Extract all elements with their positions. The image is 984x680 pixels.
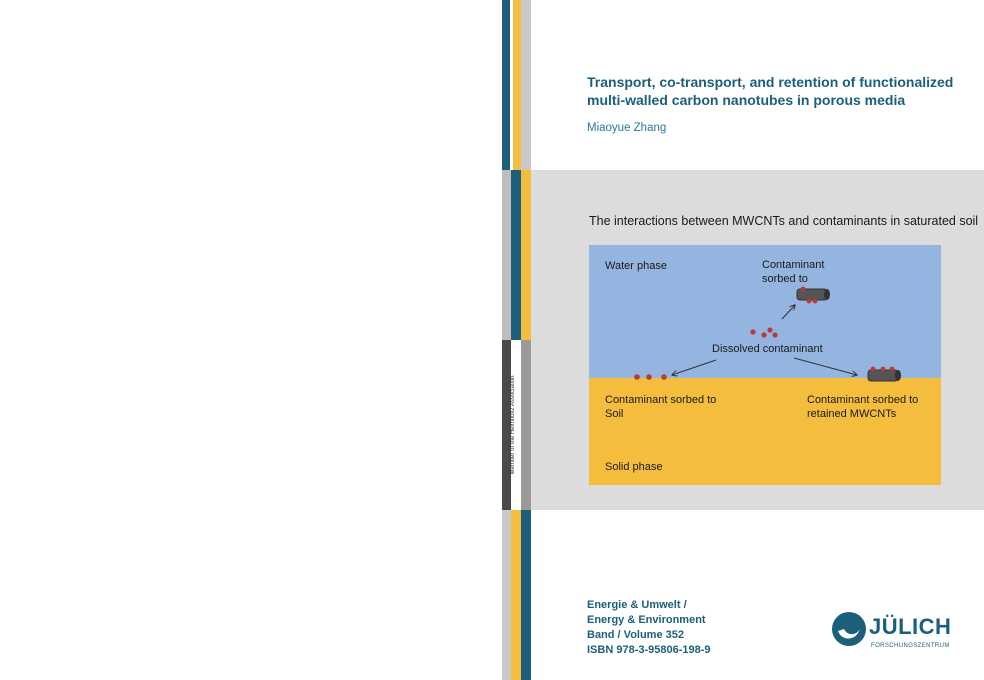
julich-logo-icon xyxy=(831,611,867,647)
spine-stripe xyxy=(521,340,531,510)
dissolved-label: Dissolved contaminant xyxy=(712,343,823,355)
series-volume: Band / Volume 352 xyxy=(587,629,684,641)
water-phase-label: Water phase xyxy=(605,260,667,272)
spine-stripe xyxy=(511,170,521,340)
spine-stripe xyxy=(502,510,511,680)
arrow-to-soil xyxy=(672,360,716,375)
soil-sorbed-line-1: Contaminant sorbed to xyxy=(605,394,717,406)
isbn: ISBN 978-3-95806-198-9 xyxy=(587,644,711,656)
series-line-2: Energy & Environment xyxy=(587,614,706,626)
floating-nanotube-icon xyxy=(797,287,830,304)
mwcnt-sorbed-line-2: retained MWCNTs xyxy=(807,408,897,420)
mwcnt-sorbed-line-1: Contaminant sorbed to xyxy=(807,394,919,406)
author-name: Miaoyue Zhang xyxy=(587,122,667,134)
interaction-figure xyxy=(589,245,941,485)
contaminant-dot xyxy=(807,299,812,304)
contaminant-dot xyxy=(813,299,818,304)
spine-stripe xyxy=(502,0,510,170)
cover-title xyxy=(587,73,967,109)
arrow-to-nanotube xyxy=(782,305,795,319)
soil-sorbed-dots xyxy=(634,374,667,380)
helmholtz-member-text: Member of the Helmholtz Association xyxy=(510,375,516,475)
logo-subtitle: FORSCHUNGSZENTRUM xyxy=(871,643,950,649)
series-line-1: Energie & Umwelt / xyxy=(587,599,687,611)
spine-stripe xyxy=(513,0,521,170)
spine-stripe xyxy=(521,0,531,170)
title-line-2: multi-walled carbon nanotubes in porous media xyxy=(587,92,906,108)
contaminant-dot xyxy=(801,287,806,292)
spine-stripe xyxy=(502,170,511,340)
title-line-1: Transport, co-transport, and retention of functionalized xyxy=(587,74,954,90)
sorbed-to-line-1: Contaminant xyxy=(762,259,825,271)
retained-nanotube-icon xyxy=(868,367,901,381)
logo-wordmark: JÜLICH xyxy=(869,614,952,639)
soil-sorbed-line-2: Soil xyxy=(605,408,624,420)
spine-stripe xyxy=(521,510,531,680)
spine-stripe xyxy=(521,170,531,340)
dissolved-contaminant-dots xyxy=(750,327,777,337)
figure-caption: The interactions between MWCNTs and contaminants in saturated soil xyxy=(589,214,979,228)
solid-phase-label: Solid phase xyxy=(605,461,663,473)
spine-stripe xyxy=(511,510,521,680)
figure-drawing xyxy=(589,245,941,485)
arrow-to-retained-mwcnt xyxy=(794,358,857,375)
series-info xyxy=(587,598,711,658)
sorbed-to-line-2: sorbed to xyxy=(762,273,808,285)
